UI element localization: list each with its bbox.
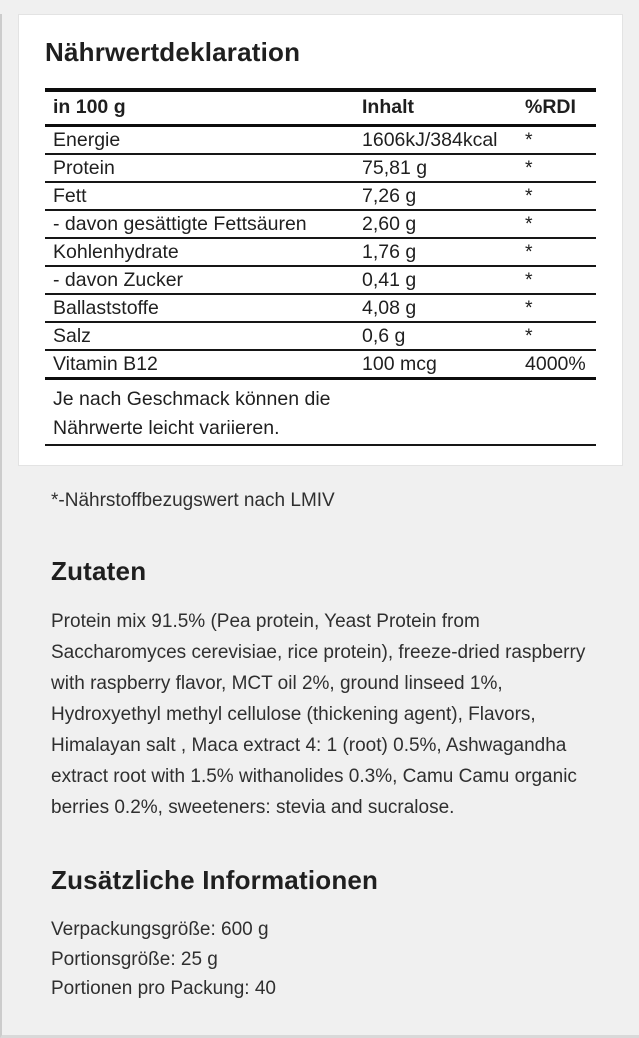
column-header-rdi: %RDI: [525, 90, 596, 126]
nutrition-declaration-card: [18, 14, 623, 466]
nutrition-row: [45, 126, 596, 155]
nutrient-name-cell: Fett: [45, 182, 362, 210]
nutrient-rdi-cell: *: [525, 294, 596, 322]
nutrient-amount-cell: 75,81 g: [362, 154, 525, 182]
nutrient-rdi-cell: *: [525, 266, 596, 294]
ingredients-text: Protein mix 91.5% (Pea protein, Yeast Protein from Saccharomyces cerevisiae, rice protein), freeze-dried raspberry with raspberry flavor, MCT oil 2%, ground linseed 1%, Hydroxyethyl methyl cellulose (thickening agent), Flavors, Himalayan salt , Maca extract 4: 1 (root) 0.5%, Ashwagandha extract root with 1.5% withanolides 0.3%, Camu Camu organic berries 0.2%, sweeteners: stevia and sucralose.: [51, 611, 586, 818]
ingredients-section-title: Zutaten: [51, 556, 147, 586]
nutrient-rdi-cell: *: [525, 238, 596, 266]
nutrient-amount-cell: 1606kJ/384kcal: [362, 126, 525, 155]
nutrient-name-cell: Vitamin B12: [45, 350, 362, 379]
rdi-footnote: *-Nährstoffbezugswert nach LMIV: [51, 490, 335, 511]
nutrient-rdi-cell: *: [525, 154, 596, 182]
nutrient-name-cell: Energie: [45, 126, 362, 155]
nutrient-amount-cell: 100 mcg: [362, 350, 525, 379]
nutrient-rdi-cell: *: [525, 182, 596, 210]
nutrient-rdi-cell: 4000%: [525, 350, 596, 379]
nutrition-row: [45, 238, 596, 266]
portions-per-package-line: Portionen pro Packung: 40: [51, 978, 276, 999]
nutrient-rdi-cell: *: [525, 126, 596, 155]
nutrient-name-cell: Protein: [45, 154, 362, 182]
nutrition-row: [45, 210, 596, 238]
nutrient-rdi-cell: *: [525, 322, 596, 350]
nutrition-row: [45, 294, 596, 322]
nutrition-table: [45, 88, 596, 446]
nutrition-note-row: [45, 379, 596, 446]
additional-info-section-title: Zusätzliche Informationen: [51, 865, 379, 895]
product-info-content: [2, 487, 639, 1034]
nutrient-name-cell: - davon gesättigte Fettsäuren: [45, 210, 362, 238]
nutrition-row: [45, 350, 596, 379]
package-size-line: Verpackungsgröße: 600 g: [51, 919, 269, 940]
nutrient-name-cell: Salz: [45, 322, 362, 350]
nutrition-table-body: [45, 126, 596, 379]
nutrition-card-title: Nährwertdeklaration: [45, 37, 301, 67]
nutrient-name-cell: - davon Zucker: [45, 266, 362, 294]
nutrient-amount-cell: 7,26 g: [362, 182, 525, 210]
nutrition-row: [45, 266, 596, 294]
nutrient-amount-cell: 0,41 g: [362, 266, 525, 294]
column-header-content: Inhalt: [362, 90, 525, 126]
nutrition-header-row: [45, 90, 596, 126]
additional-info-list: [51, 915, 599, 1004]
nutrient-name-cell: Ballaststoffe: [45, 294, 362, 322]
nutrient-amount-cell: 0,6 g: [362, 322, 525, 350]
nutrient-name-cell: Kohlenhydrate: [45, 238, 362, 266]
nutrient-amount-cell: 4,08 g: [362, 294, 525, 322]
nutrient-rdi-cell: *: [525, 210, 596, 238]
nutrient-amount-cell: 1,76 g: [362, 238, 525, 266]
nutrition-row: [45, 182, 596, 210]
nutrition-row: [45, 154, 596, 182]
nutrition-row: [45, 322, 596, 350]
nutrition-note-text: Je nach Geschmack können die Nährwerte leicht variieren.: [53, 388, 331, 439]
column-header-per-100g: in 100 g: [45, 90, 362, 126]
nutrition-note-cell: [45, 379, 596, 446]
nutrition-note-body: [45, 379, 596, 446]
nutrient-amount-cell: 2,60 g: [362, 210, 525, 238]
portion-size-line: Portionsgröße: 25 g: [51, 948, 218, 970]
nutrition-table-head: [45, 90, 596, 126]
product-info-page: [0, 14, 639, 1038]
